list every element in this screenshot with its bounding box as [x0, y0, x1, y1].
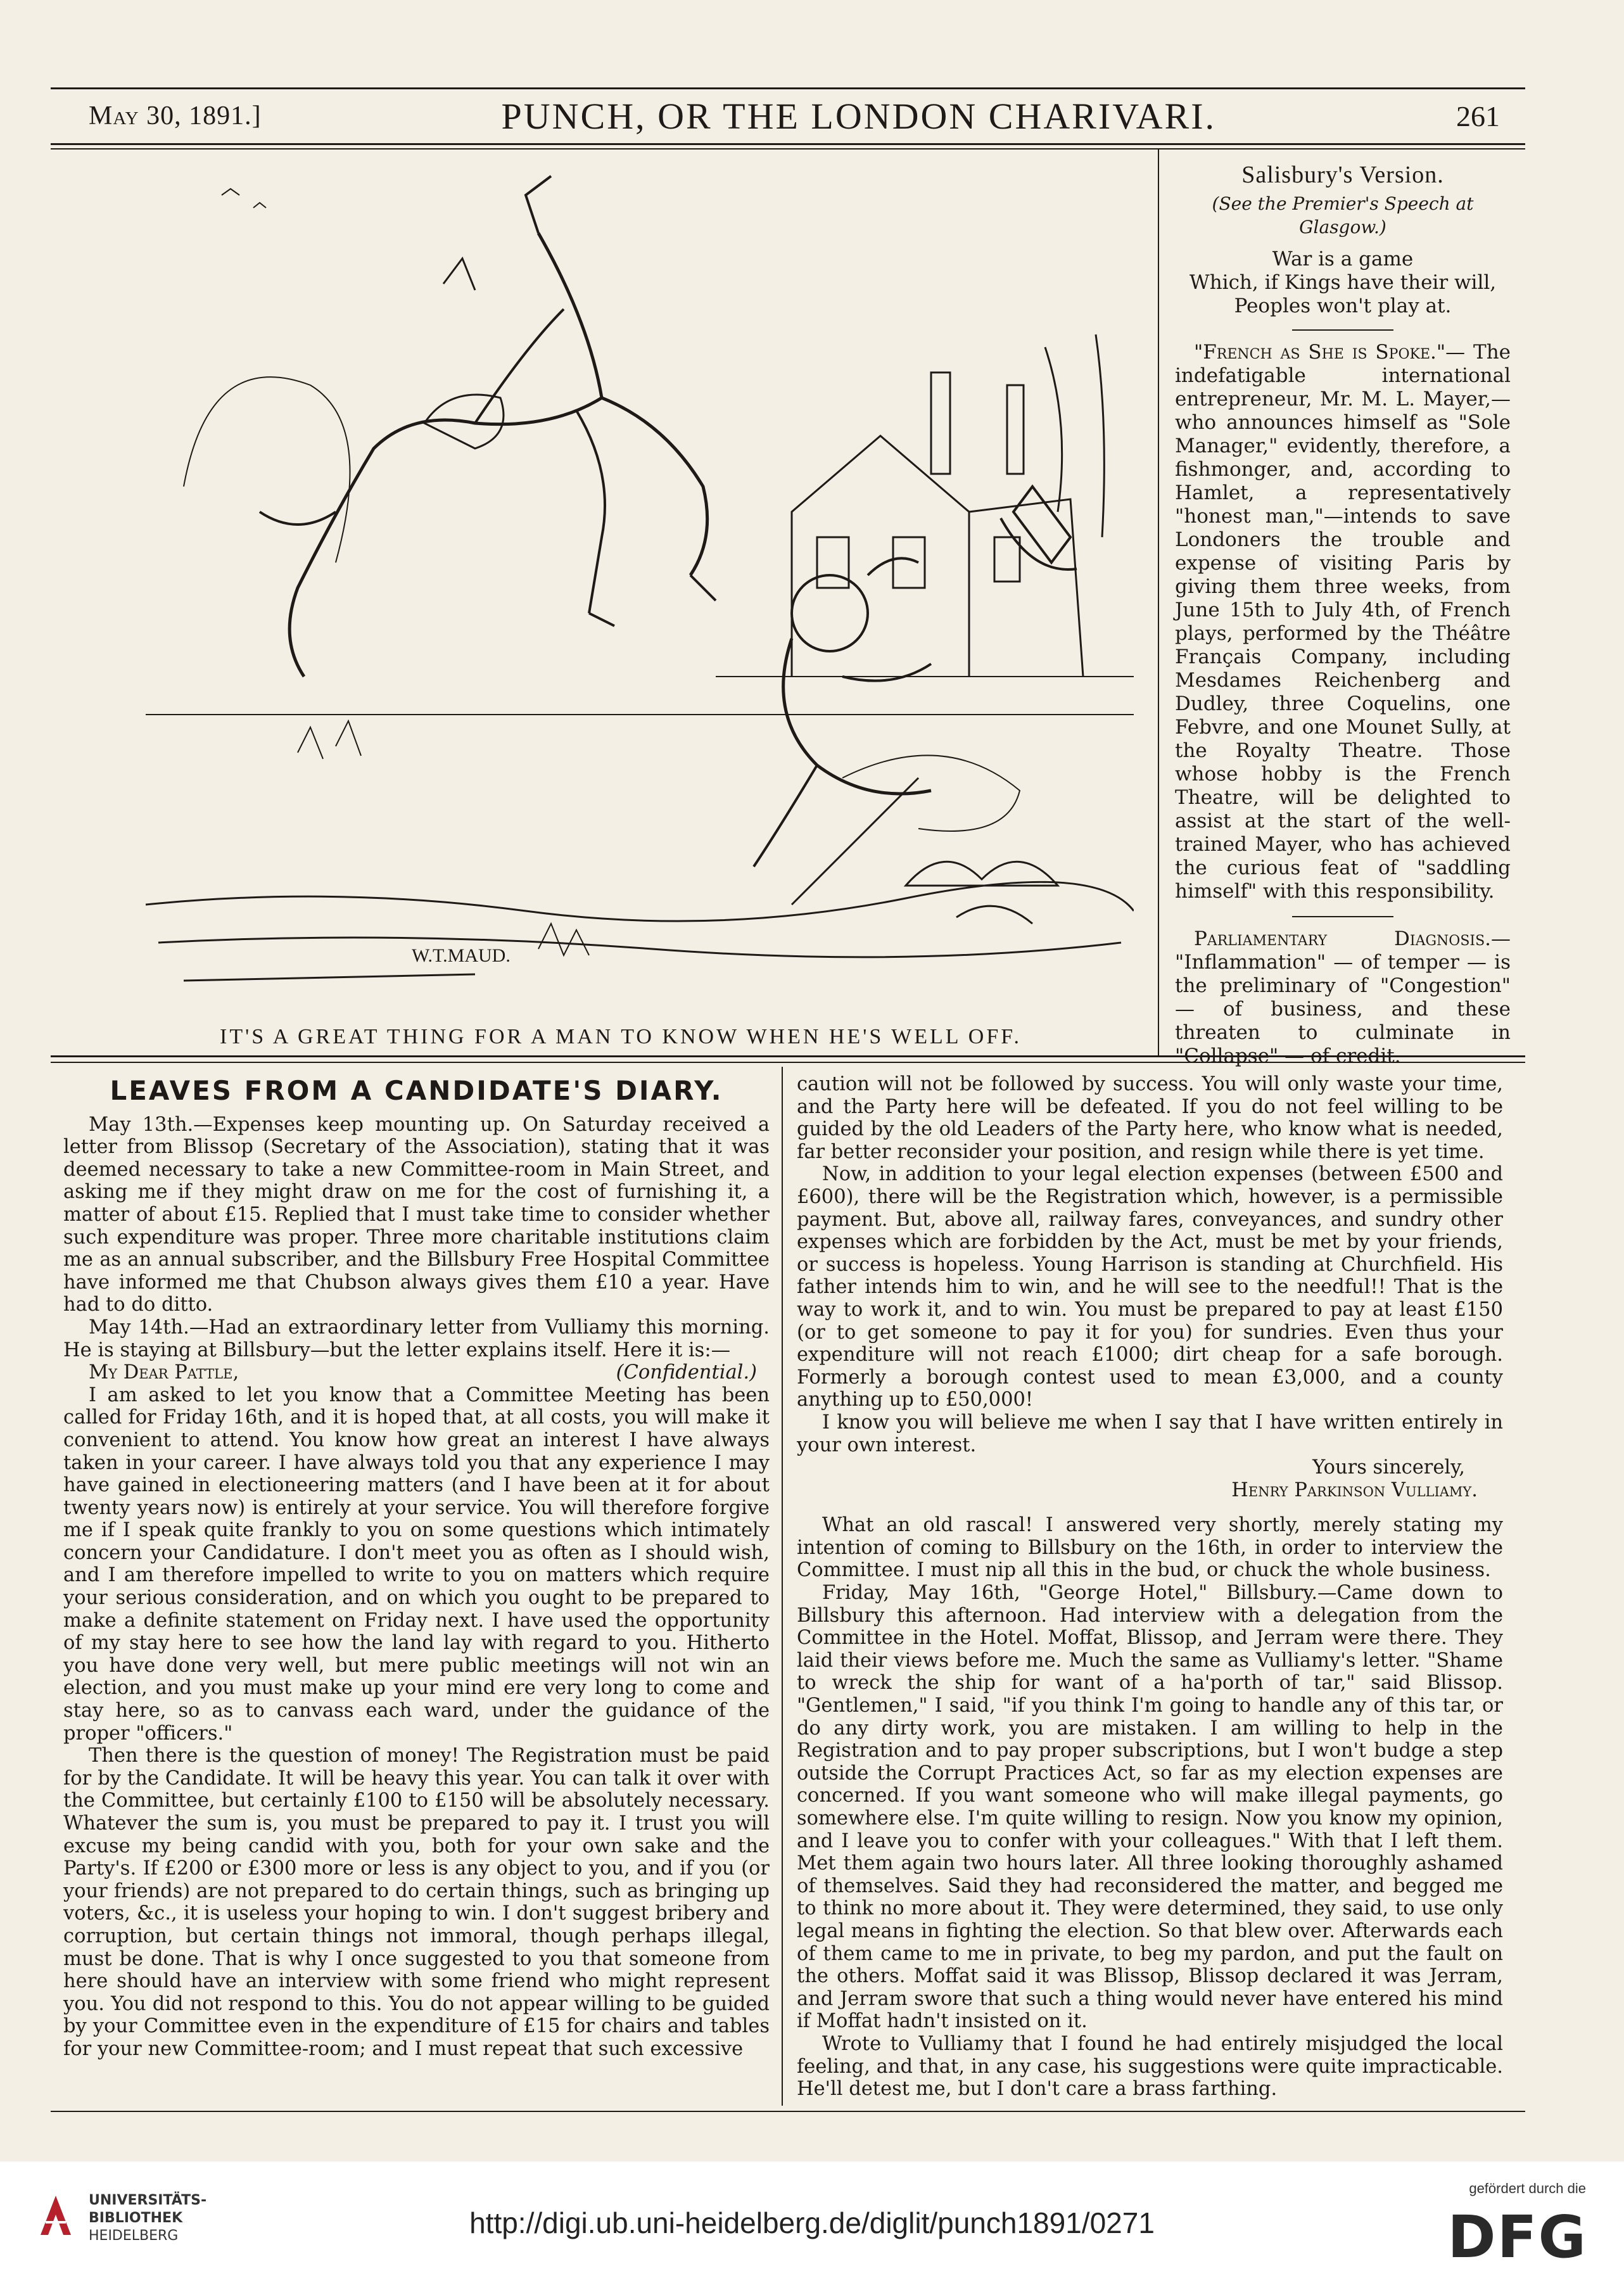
library-line: HEIDELBERG [89, 2228, 179, 2244]
letter-signoff: Yours sincerely, [1312, 1456, 1465, 1479]
letter-paragraph: I know you will believe me when I say that I have written entirely in your own interest. [797, 1411, 1503, 1456]
diary-entry: Friday, May 16th, "George Hotel," Billsbury.—Came down to Billsbury this afternoon. Had interview with a delegation from the Committee in the Hotel. Moffat, Blissop, and Jerram were there. They laid their views before me. Much the same as Vulliamy's letter. "Shame to wreck the ship for want of a ha'porth of tar," said Blissop. "Gentlemen," I said, "if you think I'm going to handle any of this tar, or do any dirty work, you are mistaken. I am willing to help in the Registration and to pay proper subscriptions, but I won't budge a step outside the Corrupt Practices Act, so far as my election expenses are concerned. If you want someone who will make illegal payments, go somewhere else. I'm quite willing to resign. Now you know my opinion, and I leave you to confer with your colleagues." With that I left them. Met them again two hours later. All three looking thoroughly ashamed of themselves. Said they had reconsidered the matter, and begged me to think no more about it. They were determined, they said, to use only legal means in fighting the election. So that blew over. Afterwards each of them came to me in private, to beg my pardon, and put the fault on the others. Moffat said it was Blissop, Blissop declared it was Jerram, and Jerram swore that such a thing would never have entered his mind if Moffat hadn't insisted on it. [797, 1582, 1503, 2033]
letter-paragraph: Now, in addition to your legal election expenses (between £500 and £600), there will be the Registration which, however, is a permissible payment. But, above all, railway fares, conveyances, and sundry other expenses which are forbidden by the Act, must be met by your friends, or success is hopeless. Young Harrison is standing at Churchfield. His father intends him to win, and he will see to the needful!! That is the way to work it, and to win. You must be prepared to pay at least £150 (or to get someone to pay it for you) for sundries. Even thus your expenditure will not reach £1000; dirt cheap for a safe borough. Formerly a borough contest used to mean £3,000, and a county anything up to £50,000! [797, 1163, 1503, 1411]
letter-paragraph: caution will not be followed by success. You will only waste your time, and the Party here will be defeated. If you do not feel willing to be guided by the old Leaders of the Party here, who know what is needed, far better reconsider your position, and resign while there is yet time. [797, 1073, 1503, 1163]
salisbury-title: Salisbury's Version. [1241, 162, 1444, 188]
sidebar-separator [1292, 916, 1393, 917]
salisbury-verse [1175, 248, 1511, 318]
letter-salutation-row [63, 1361, 770, 1384]
header-rule [51, 143, 1525, 145]
french-paragraph [1175, 341, 1511, 903]
french-heading: "French as She is Spoke." [1194, 341, 1446, 364]
issue-date: May 30, 1891.] [89, 101, 262, 130]
article-right-column [797, 1073, 1503, 2101]
page-number: 261 [1456, 99, 1500, 132]
top-rule [51, 87, 1525, 89]
running-header [51, 94, 1525, 138]
cartoon-illustration [146, 157, 1134, 1012]
bottom-rule [51, 2111, 1525, 2112]
horse-rider-engraving [146, 157, 1134, 1012]
source-url[interactable]: http://digi.ub.uni-heidelberg.de/diglit/punch1891/0271 [469, 2206, 1155, 2239]
sidebar-divider [1158, 148, 1159, 1055]
section-rule [51, 1055, 1525, 1057]
article-left-column [63, 1073, 770, 2061]
french-body: — The indefatigable international entrepreneur, Mr. M. L. Mayer,—who announces himself as "Sole Manager," evidently, therefore, a fishmonger, and, according to Hamlet, a representatively "honest man,"—intends to save Londoners the trouble and expense of visiting Paris by giving them three weeks, from June 15th to July 4th, of French plays, performed by the Théâtre Français Company, including Mesdames Reichenberg and Dudley, three Coquelins, one Febvre, and one Mounet Sully, at the Royalty Theatre. Those whose hobby is the French Theatre, will be delighted to assist at the start of the well-trained Mayer, who has achieved the curious feat of "saddling himself" with this responsibility. [1175, 341, 1511, 903]
letter-confidential: (Confidential.) [616, 1361, 757, 1384]
diagnosis-paragraph [1175, 927, 1511, 1068]
salisbury-subtitle: (See the Premier's Speech at Glasgow.) [1212, 193, 1474, 238]
verse-line: Which, if Kings have their will, [1189, 271, 1497, 294]
sidebar-separator [1292, 329, 1393, 331]
diary-entry: May 13th.—Expenses keep mounting up. On Saturday received a letter from Blissop (Secretary of the Association), stating that it was deemed necessary to take a new Committee-room in Main Street, and asking me if they might draw on me for the cost of furnishing it, a matter of about £15. Replied that I must take time to consider whether such expenditure was proper. Three more charitable institutions claim me as an annual subscriber, and the Billsbury Free Hospital Committee have informed me that Chubson always gives them £10 a year. Have had to do ditto. [63, 1113, 770, 1316]
letter-paragraph: Then there is the question of money! The Registration must be paid for by the Candidate. It will be heavy this year. You can talk it over with the Committee, but certainly £100 to £150 will be absolutely necessary. Whatever the sum is, you must be prepared to pay it. I trust you will excuse my being candid with you, both for your own sake and the Party's. If £200 or £300 more or less is any object to you, and if you (or your friends) are not prepared to do certain things, such as bringing up voters, &c., it is useless your hoping to win. I don't suggest bribery and corruption, but certain things not immoral, though perhaps illegal, must be done. That is why I once suggested to you that someone from here should have an interview with some friend who might represent you. You did not respond to this. You do not appear willing to be guided by your Committee even in the expenditure of £15 for chairs and tables for your new Committee-room; and I must repeat that such excessive [63, 1745, 770, 2060]
cartoon-caption: IT'S A GREAT THING FOR A MAN TO KNOW WHEN HE'S WELL OFF. [220, 1025, 1022, 1048]
section-rule-thin [51, 1062, 1525, 1063]
library-line: BIBLIOTHEK [89, 2210, 183, 2226]
punch-page [51, 75, 1525, 2116]
verse-line: War is a game [1272, 248, 1414, 270]
diary-entry: What an old rascal! I answered very shortly, merely stating my intention of coming to Billsbury on the 16th, in order to interview the Committee. I must nip all this in the bud, or chuck the whole business. [797, 1514, 1503, 1582]
letter-paragraph: I am asked to let you know that a Committee Meeting has been called for Friday 16th, and it is hoped that, at all costs, you will make it convenient to attend. You know how great an interest I have always taken in your career. I have always told you that any experience I may have gained in electioneering matters (and I have been at it for about twenty years now) is entirely at your service. You will therefore forgive me if I speak quite frankly to you on some questions which intimately concern your Candidature. I don't meet you as often as I should wish, and I am therefore impelled to write to you on matters which require your serious consideration, and on which you ought to be prepared to make a definite statement on Friday next. I have used the opportunity of my stay here to see how the land lay with regard to you. Hitherto you have done very well, but mere public meetings will not win an election, and you must make up your mind ere very long to come and stay here, so as to canvass each ward, under the guidance of the proper "officers." [63, 1384, 770, 1745]
sidebar [1175, 163, 1511, 1081]
column-divider [782, 1067, 783, 2106]
header-rule-thin [51, 148, 1525, 150]
dfg-logo: DFG [1447, 2203, 1587, 2271]
diary-entry: Wrote to Vulliamy that I found he had entirely misjudged the local feeling, and that, in any case, his suggestions were quite impracticable. He'll detest me, but I don't care a brass farthing. [797, 2032, 1503, 2101]
verse-line: Peoples won't play at. [1234, 295, 1452, 317]
diagnosis-heading: Parliamentary Diagnosis. [1194, 927, 1491, 950]
letter-signature: Henry Parkinson Vulliamy. [1231, 1479, 1478, 1501]
digitization-footer [0, 2161, 1624, 2278]
library-line: UNIVERSITÄTS- [89, 2192, 207, 2208]
letter-salutation: My Dear Pattle, [89, 1361, 239, 1384]
funded-by-label: gefördert durch die [1469, 2180, 1586, 2196]
publication-title: PUNCH, OR THE LONDON CHARIVARI. [501, 95, 1217, 137]
artist-signature: W.T.MAUD. [412, 945, 511, 966]
diary-entry: May 14th.—Had an extraordinary letter from Vulliamy this morning. He is staying at Billsbury—but the letter explains itself. Here it is:— [63, 1316, 770, 1361]
article-title: LEAVES FROM A CANDIDATE'S DIARY. [110, 1075, 723, 1106]
diagnosis-body: — "Inflammation" — of temper — is the preliminary of "Congestion" — of business, and these threaten to culminate in "Collapse" — of credit. [1175, 927, 1511, 1067]
